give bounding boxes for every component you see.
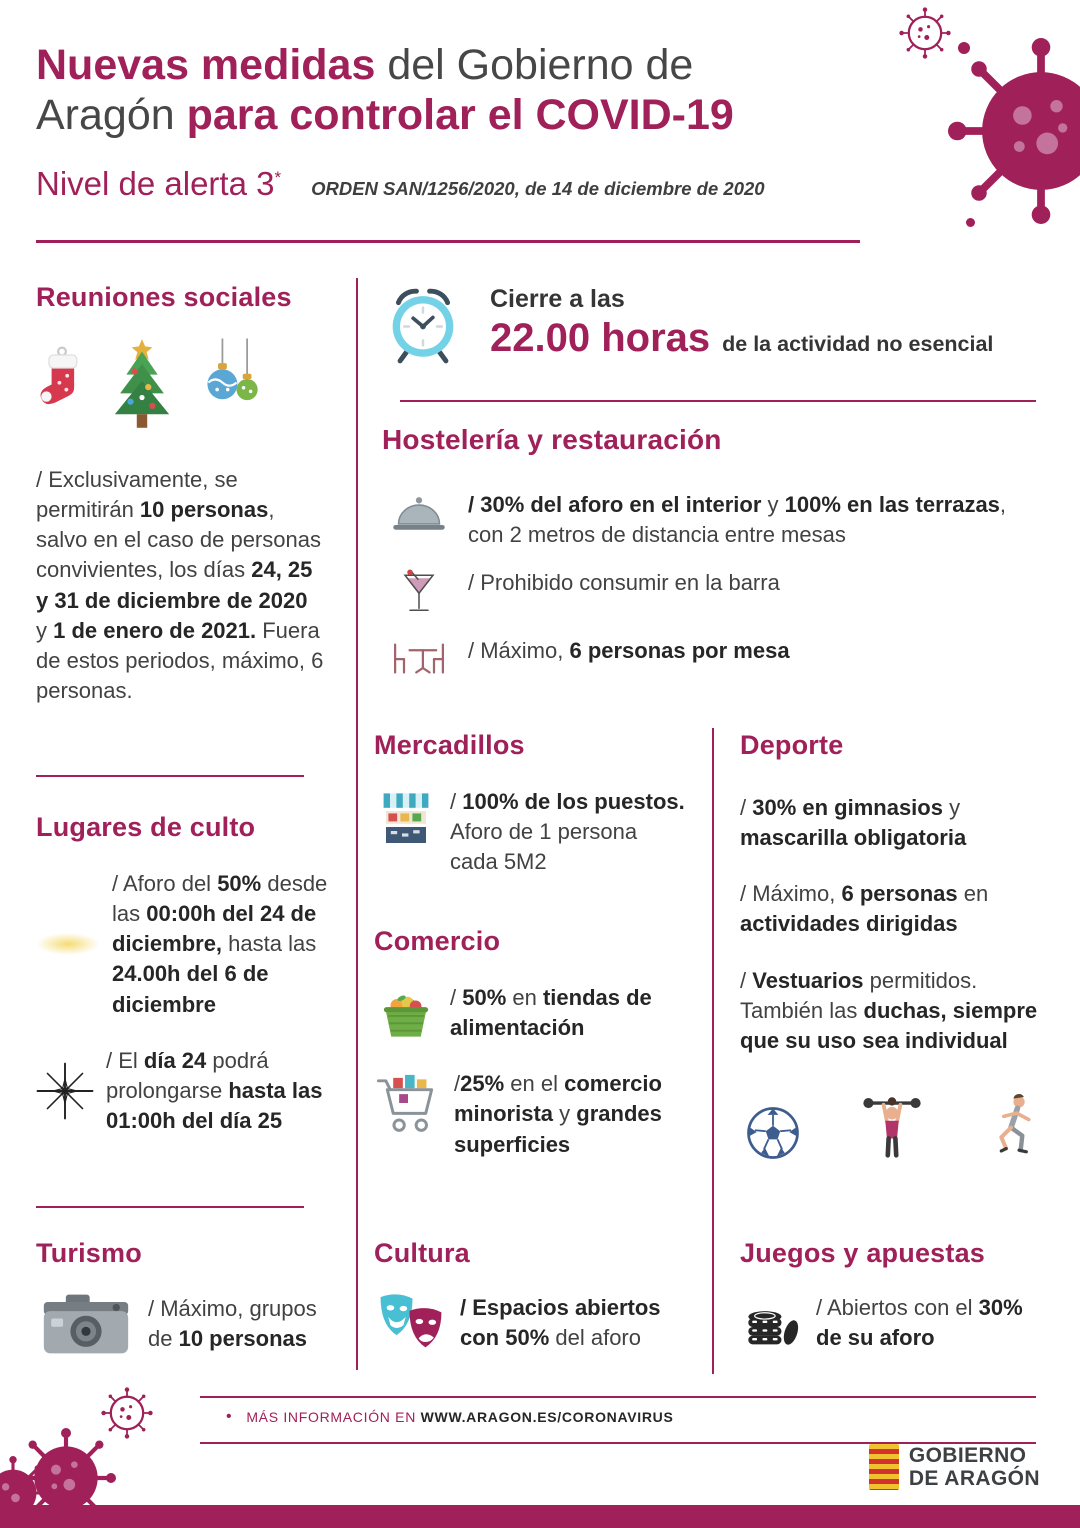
title-line-2: Aragón para controlar el COVID-19 — [36, 91, 734, 140]
hosteleria-item-2: / Prohibido consumir en la barra — [468, 570, 780, 596]
poker-chips-icon — [742, 1294, 802, 1352]
section-mercadillos — [374, 730, 688, 877]
serving-dish-icon — [390, 494, 448, 536]
section-juegos-apuestas — [740, 1238, 1046, 1353]
order-reference: ORDEN SAN/1256/2020, de 14 de diciembre de 2020 — [311, 177, 765, 199]
title-line-1: Nuevas medidas del Gobierno de — [36, 41, 694, 89]
section-comercio — [374, 926, 688, 1160]
juegos-item: / Abiertos con el 30% de su aforo — [816, 1295, 1023, 1351]
runner-icon — [982, 1090, 1040, 1162]
logo-line-1: GOBIERNO — [908, 1444, 1027, 1467]
column-divider-left — [356, 278, 358, 1370]
cierre-detail: de la actividad no esencial — [722, 332, 994, 356]
aragon-flag-icon — [869, 1444, 899, 1490]
more-info-text: MÁS INFORMACIÓN EN WWW.ARAGON.ES/CORONAVIRUS — [246, 1409, 674, 1425]
sports-icons-row — [740, 1088, 1044, 1162]
hosteleria-item-1: / 30% del aforo en el interior y 100% en las terrazas, con 2 metros de distancia entre mesas — [468, 492, 1007, 548]
section-turismo — [36, 1238, 338, 1357]
cierre-divider — [400, 400, 1036, 402]
footer-divider-top — [200, 1396, 1036, 1398]
cierre-intro: Cierre a las — [490, 285, 625, 313]
deporte-title: Deporte — [740, 730, 844, 760]
footer-bullet: • — [226, 1408, 233, 1425]
shopping-cart-icon — [374, 1069, 442, 1137]
alarm-clock-icon — [382, 283, 464, 365]
deporte-item-2: / Máximo, 6 personas en actividades dirigidas — [740, 881, 989, 937]
theater-masks-icon — [376, 1291, 446, 1355]
turismo-item: / Máximo, grupos de 10 personas — [148, 1295, 317, 1351]
soccer-ball-icon — [744, 1104, 802, 1162]
header-divider — [36, 240, 860, 243]
comercio-item-2: /25% en el comercio minorista y grandes superficies — [454, 1071, 662, 1157]
section-cultura — [374, 1238, 688, 1355]
christmas-stocking-icon — [36, 343, 88, 419]
star-icon — [36, 1062, 94, 1120]
reuniones-text: / Exclusivamente, se permitirán 10 personas, salvo en el caso de personas convivientes, los días 24, 25 y 31 de diciembre de 2020 y 1 de enero de 2021. Fuera de estos periodos, máximo, 6 personas. — [36, 467, 324, 703]
virus-solid-icon — [948, 38, 1080, 224]
section-reuniones-sociales — [36, 282, 324, 706]
cocktail-icon — [399, 568, 439, 618]
virus-dot — [958, 42, 970, 54]
gobierno-aragon-logo — [869, 1444, 1040, 1490]
culto-title: Lugares de culto — [36, 812, 256, 842]
market-stall-icon — [378, 787, 434, 851]
table-and-chairs-icon — [388, 638, 450, 678]
mercadillos-title: Mercadillos — [374, 730, 525, 760]
culto-item-1: / Aforo del 50% desde las 00:00h del 24 de diciembre, hasta las 24.00h del 6 de diciembre — [112, 871, 328, 1017]
logo-text — [909, 1444, 1040, 1490]
cierre-time: 22.00 horas — [490, 316, 711, 360]
logo-line-2: DE ARAGÓN — [908, 1467, 1040, 1491]
hosteleria-title: Hostelería y restauración — [382, 424, 722, 455]
weightlifter-icon — [860, 1088, 924, 1162]
christmas-tree-icon — [104, 337, 180, 433]
page-title — [36, 40, 916, 141]
bottom-accent-bar — [0, 1505, 1080, 1528]
cultura-item: / Espacios abiertos con 50% del aforo — [460, 1294, 661, 1350]
left-divider-2 — [36, 1206, 304, 1208]
section-lugares-de-culto — [36, 812, 338, 1136]
christmas-icons-row — [36, 337, 324, 441]
reuniones-title: Reuniones sociales — [36, 282, 292, 312]
footer-info — [226, 1408, 674, 1426]
candle-glow-icon — [36, 933, 100, 955]
left-divider-1 — [36, 775, 304, 777]
mercadillos-item: / 100% de los puestos. Aforo de 1 persona cada 5M2 — [450, 789, 685, 875]
section-cierre — [382, 283, 1040, 365]
camera-icon — [40, 1291, 132, 1357]
virus-dot — [966, 218, 975, 227]
deporte-item-1: / 30% en gimnasios y mascarilla obligatoria — [740, 795, 967, 851]
culto-item-2: / El día 24 podrá prolongarse hasta las 01:00h del día 25 — [106, 1047, 323, 1133]
juegos-title: Juegos y apuestas — [740, 1238, 986, 1268]
christmas-baubles-icon — [196, 337, 270, 421]
alert-level: Nivel de alerta 3* — [36, 164, 282, 202]
comercio-item-1: / 50% en tiendas de alimentación — [450, 985, 652, 1041]
turismo-title: Turismo — [36, 1238, 142, 1268]
grocery-basket-icon — [375, 983, 437, 1043]
column-divider-right — [712, 728, 714, 1374]
hosteleria-item-3: / Máximo, 6 personas por mesa — [468, 638, 790, 664]
cultura-title: Cultura — [374, 1238, 470, 1268]
section-deporte — [740, 730, 1044, 1162]
header — [36, 40, 916, 203]
comercio-title: Comercio — [374, 926, 501, 956]
section-hosteleria — [382, 424, 1040, 678]
deporte-item-3: / Vestuarios permitidos. También las duchas, siempre que su uso sea individual — [740, 967, 1038, 1053]
